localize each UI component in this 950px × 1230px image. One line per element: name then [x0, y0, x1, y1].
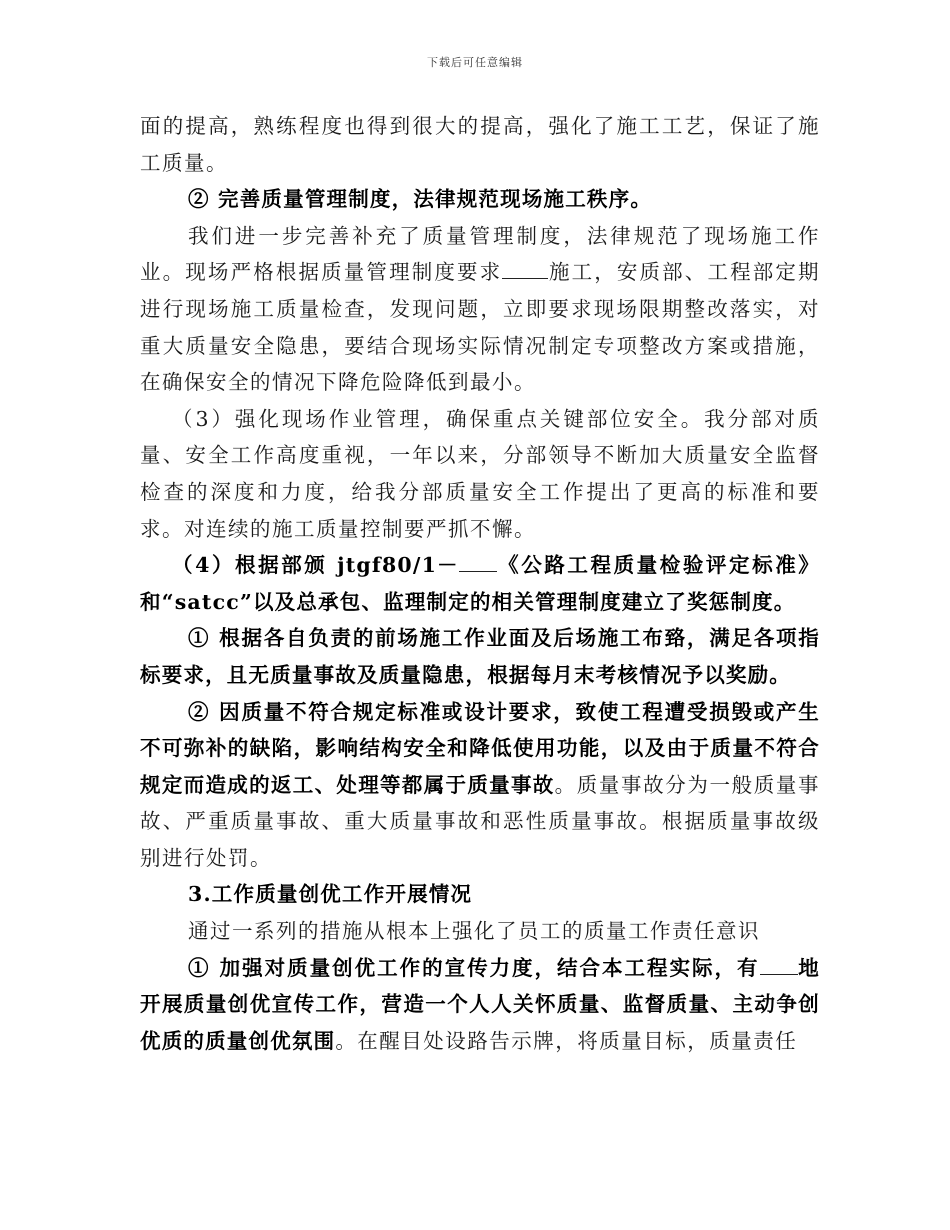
paragraph-5-part-a: （4）根据部颁 jtgf80/1－	[172, 553, 459, 578]
paragraph-7-bold: ② 因质量不符合规定标准或设计要求，致使工程遭受损毁或产生不可弥补的缺陷，影响结构安全和降低使用功能，以及由于质量不符合规定而造成的返工、处理等都属于质量事故	[140, 699, 820, 797]
paragraph-9: 通过一系列的措施从根本上强化了员工的质量工作责任意识	[188, 919, 760, 944]
paragraph-10-bold-b: 地开展质量创优宣传工作，营造一个人人关怀质量、监督质量、主动争创优质的质量创优氛围	[140, 955, 820, 1053]
paragraph-10-bold-a: ① 加强对质量创优工作的宣传力度，结合本工程实际，有	[188, 955, 760, 980]
paragraph-3-part-a: 我们进一步完善补充了质量管理制度，法律规范了现场施工作业。现场严格根据质量管理制度要求	[140, 223, 820, 285]
fill-blank	[459, 551, 497, 573]
fill-blank	[760, 953, 798, 975]
paragraph-10-normal: 。在醒目处设路告示牌，将质量目标，质量责任	[335, 1028, 798, 1053]
fill-blank	[502, 258, 548, 280]
paragraph-5-heading	[140, 547, 820, 620]
paragraph-2-heading: ② 完善质量管理制度，法律规范现场施工秩序。	[188, 187, 653, 212]
page-header: 下载后可任意编辑	[427, 56, 523, 69]
paragraph-7-normal: 。质量事故分为一般质量事故、严重质量事故、重大质量事故和恶性质量事故。根据质量事故级别进行处罚。	[140, 772, 820, 870]
paragraph-3-part-b: 施工，安质部、工程部定期进行现场施工质量检查，发现问题，立即要求现场限期整改落实，对重大质量安全隐患，要结合现场实际情况制定专项整改方案或措施，在确保安全的情况下降危险降低到最小。	[140, 260, 821, 395]
paragraph-3	[140, 218, 820, 401]
paragraph-1: 面的提高，熟练程度也得到很大的提高，强化了施工工艺，保证了施工质量。	[140, 114, 820, 175]
paragraph-5-part-b: 《公路工程质量检验评定标准》和“satcc”以及总承包、监理制定的相关管理制度建立了奖惩制度。	[140, 553, 820, 614]
paragraph-10	[140, 950, 820, 1060]
paragraph-6: ① 根据各自负责的前场施工作业面及后场施工布臵，满足各项指标要求，且无质量事故及质量隐患，根据每月末考核情况予以奖励。	[140, 626, 820, 687]
document-body	[140, 108, 820, 1059]
paragraph-7	[140, 694, 820, 877]
paragraph-4: （3）强化现场作业管理，确保重点关键部位安全。我分部对质量、安全工作高度重视，一年以来，分部领导不断加大质量安全监督检查的深度和力度，给我分部质量安全工作提出了更高的标准和要求。对连续的施工质量控制要严抓不懈。	[140, 406, 820, 541]
paragraph-8-heading: 3.工作质量创优工作开展情况	[188, 882, 473, 907]
